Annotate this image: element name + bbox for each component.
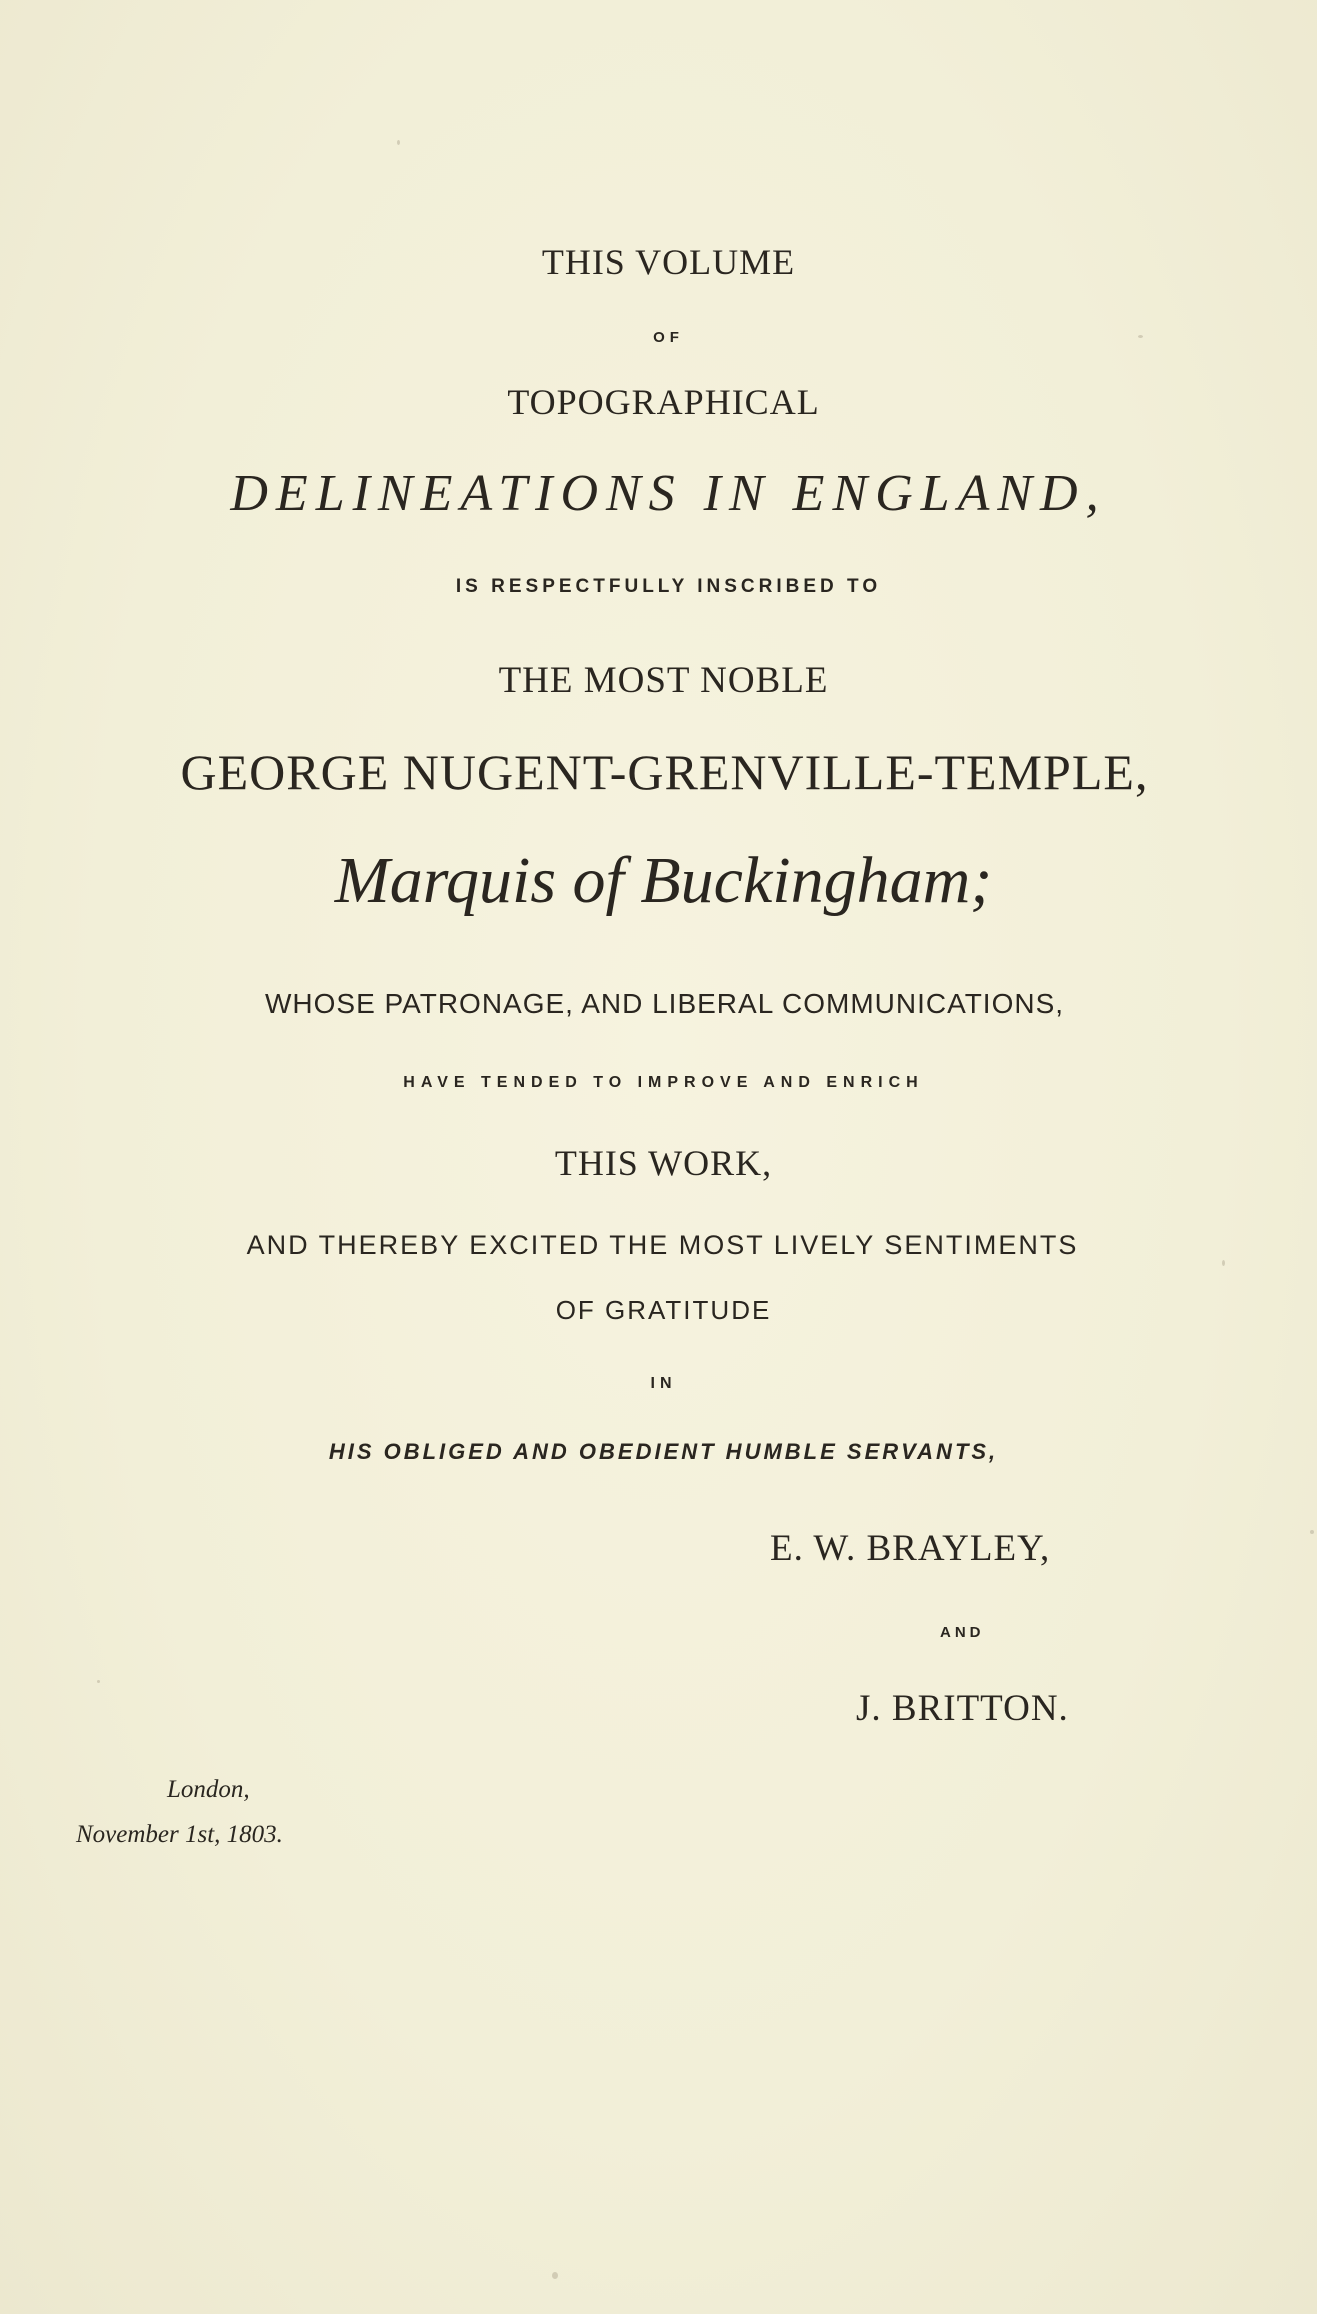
dedicatee-title: Marquis of Buckingham; — [334, 844, 993, 917]
date-line: November 1st, 1803. — [76, 1821, 283, 1848]
author-britton: J. BRITTON. — [856, 1688, 1069, 1729]
title-line-delineations: DELINEATIONS IN ENGLAND, — [230, 465, 1107, 522]
title-line-of: OF — [653, 329, 684, 346]
paper-speck — [1138, 335, 1143, 338]
inscribed-line: IS RESPECTFULLY INSCRIBED TO — [455, 576, 882, 597]
paper-speck — [1310, 1530, 1314, 1534]
title-line-this-volume: THIS VOLUME — [541, 242, 796, 282]
in-line: IN — [650, 1375, 677, 1392]
servants-line: HIS OBLIGED AND OBEDIENT HUMBLE SERVANTS, — [328, 1439, 999, 1464]
paper-speck — [397, 140, 400, 145]
sentiments-line: AND THEREBY EXCITED THE MOST LIVELY SENTIMENTS — [246, 1230, 1079, 1260]
paper-speck — [552, 2272, 558, 2279]
paper-speck — [1222, 1260, 1225, 1266]
title-line-topographical: TOPOGRAPHICAL — [507, 382, 820, 422]
author-brayley: E. W. BRAYLEY, — [770, 1528, 1051, 1569]
paper-speck — [97, 1680, 100, 1683]
tended-line: HAVE TENDED TO IMPROVE AND ENRICH — [403, 1074, 924, 1091]
dedicatee-name: GEORGE NUGENT-GRENVILLE-TEMPLE, — [180, 744, 1149, 800]
most-noble-line: THE MOST NOBLE — [498, 660, 829, 701]
gratitude-line: OF GRATITUDE — [555, 1295, 772, 1325]
patronage-line: WHOSE PATRONAGE, AND LIBERAL COMMUNICATIONS, — [264, 988, 1065, 1019]
and-line: AND — [940, 1624, 985, 1641]
this-work-line: THIS WORK, — [554, 1143, 773, 1183]
place-line: London, — [167, 1776, 250, 1803]
